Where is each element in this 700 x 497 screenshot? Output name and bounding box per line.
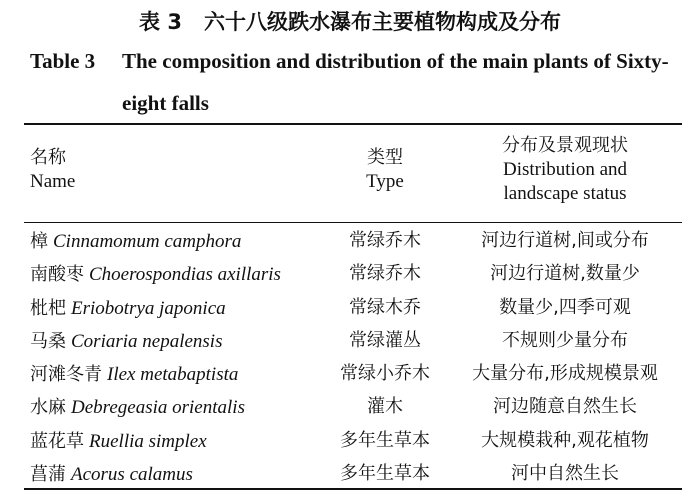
plant-name-zh: 樟 — [30, 231, 48, 252]
plant-name-cell — [30, 359, 238, 390]
table-row — [0, 259, 700, 292]
table-row — [0, 326, 700, 359]
plant-distribution-cell: 河边行道树,数量少 — [490, 263, 640, 285]
plant-distribution-cell: 数量少,四季可观 — [499, 296, 631, 318]
header-name-zh: 名称 — [30, 147, 66, 168]
plant-distribution-cell: 大规模栽种,观花植物 — [481, 429, 649, 451]
plant-name-latin: Debregeasia orientalis — [71, 397, 245, 419]
plant-name-latin: Eriobotrya japonica — [71, 297, 226, 319]
table-title-en-line1: The composition and distribution of the main plants of Sixty- — [122, 49, 669, 73]
plant-name-cell — [30, 326, 222, 357]
header-type-en: Type — [366, 171, 404, 192]
plant-name-cell — [30, 392, 245, 423]
plant-distribution-cell: 大量分布,形成规模景观 — [472, 363, 658, 385]
plant-distribution-cell: 河中自然生长 — [511, 463, 619, 485]
plant-type-cell: 常绿小乔木 — [340, 363, 430, 385]
plant-type-cell: 灌木 — [367, 396, 403, 418]
plant-type-cell: 多年生草本 — [340, 429, 430, 451]
plant-distribution-cell: 河边随意自然生长 — [493, 396, 637, 418]
plant-name-zh: 水麻 — [30, 397, 66, 419]
table-top-rule — [24, 123, 682, 125]
plant-name-cell — [30, 226, 241, 257]
header-distribution — [452, 134, 678, 206]
plant-name-zh: 南酸枣 — [30, 264, 84, 286]
table-title-zh-text: 六十八级跌水瀑布主要植物构成及分布 — [203, 10, 561, 34]
plant-type-cell: 常绿灌丛 — [349, 329, 421, 351]
plant-type-cell: 常绿木乔 — [349, 296, 421, 318]
table-row — [0, 392, 700, 425]
header-name-en: Name — [30, 171, 76, 192]
header-type-zh: 类型 — [367, 147, 403, 168]
plant-type-cell: 多年生草本 — [340, 463, 430, 485]
table-label-zh: 表 3 — [139, 10, 182, 34]
plant-name-latin: Choerospondias axillaris — [89, 264, 281, 286]
plant-type-cell: 常绿乔木 — [349, 263, 421, 285]
plant-name-cell — [30, 259, 281, 290]
header-dist-en1: Distribution and — [502, 159, 628, 180]
plant-name-zh: 蓝花草 — [30, 430, 84, 452]
table-bottom-rule — [24, 488, 682, 490]
header-dist-zh: 分布及景观现状 — [502, 135, 628, 156]
plant-type-cell: 常绿乔木 — [349, 230, 421, 251]
plant-name-latin: Ruellia simplex — [89, 430, 207, 452]
table-row — [0, 293, 700, 326]
plant-name-zh: 马桑 — [30, 330, 66, 352]
plant-name-zh: 河滩冬青 — [30, 364, 102, 386]
table-row — [0, 426, 700, 459]
header-type — [330, 146, 440, 194]
plant-name-zh: 菖蒲 — [30, 464, 66, 486]
table-row — [0, 359, 700, 392]
header-dist-en2: landscape status — [503, 183, 627, 204]
plant-distribution-cell: 河边行道树,间或分布 — [481, 230, 649, 251]
table-title-en-line2: eight falls — [122, 91, 209, 115]
table-title-zh — [0, 8, 700, 36]
plant-name-latin: Cinnamomum camphora — [53, 231, 242, 252]
plant-name-cell — [30, 426, 207, 457]
plant-name-zh: 枇杷 — [30, 297, 66, 319]
header-name — [30, 146, 75, 194]
plant-distribution-cell: 不规则少量分布 — [502, 329, 628, 351]
table-row — [0, 226, 700, 259]
plant-name-cell — [30, 459, 193, 490]
plant-name-latin: Coriaria nepalensis — [71, 330, 223, 352]
plant-name-cell — [30, 293, 226, 324]
plant-name-latin: Ilex metabaptista — [107, 364, 239, 386]
table-label-en: Table 3 — [30, 49, 96, 73]
table-title-en — [30, 46, 680, 118]
table-body — [0, 226, 700, 492]
table-header-rule — [24, 222, 682, 223]
plant-name-latin: Acorus calamus — [71, 464, 193, 486]
